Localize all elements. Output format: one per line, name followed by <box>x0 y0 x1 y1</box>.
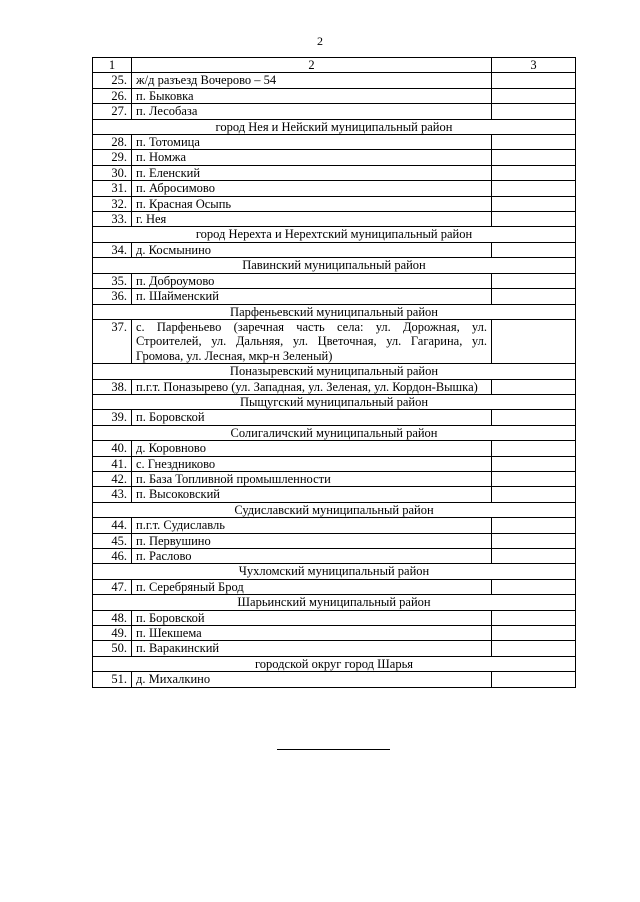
section-title: городской округ город Шарья <box>93 656 576 671</box>
table-row <box>93 88 576 103</box>
table-row <box>93 471 576 486</box>
section-row <box>93 502 576 517</box>
table-row <box>93 212 576 227</box>
table-row <box>93 533 576 548</box>
settlement-name: с. Парфеньево (заречная часть села: ул. Дорожная, ул. Строителей, ул. Дальняя, ул. Цветочная, ул. Гагарина, ул. Громова, ул. Лесная, мкр-н Зеленый) <box>132 319 492 363</box>
row-number: 33. <box>93 212 132 227</box>
table-row <box>93 672 576 687</box>
settlement-name: п. Боровской <box>132 610 492 625</box>
row-number: 39. <box>93 410 132 425</box>
settlement-name: п. Номжа <box>132 150 492 165</box>
section-row <box>93 364 576 379</box>
row-number: 25. <box>93 73 132 88</box>
settlement-name: п. Абросимово <box>132 181 492 196</box>
column-3-cell <box>492 181 576 196</box>
section-title: Павинский муниципальный район <box>93 258 576 273</box>
row-number: 27. <box>93 104 132 119</box>
settlement-name: д. Космынино <box>132 242 492 257</box>
settlement-name: п. Боровской <box>132 410 492 425</box>
settlement-name: п. Еленский <box>132 165 492 180</box>
settlement-name: г. Нея <box>132 212 492 227</box>
column-3-cell <box>492 487 576 502</box>
settlement-name: д. Михалкино <box>132 672 492 687</box>
table-row <box>93 165 576 180</box>
row-number: 29. <box>93 150 132 165</box>
row-number: 38. <box>93 379 132 394</box>
table-row <box>93 487 576 502</box>
row-number: 43. <box>93 487 132 502</box>
column-3-cell <box>492 73 576 88</box>
settlement-name: п. Раслово <box>132 549 492 564</box>
settlement-name: с. Гнездниково <box>132 456 492 471</box>
column-3-cell <box>492 150 576 165</box>
column-3-cell <box>492 165 576 180</box>
table-row <box>93 441 576 456</box>
table-row <box>93 289 576 304</box>
column-3-cell <box>492 471 576 486</box>
settlement-name: п. Серебряный Брод <box>132 579 492 594</box>
column-3-cell <box>492 441 576 456</box>
table-row <box>93 549 576 564</box>
table-row <box>93 518 576 533</box>
settlement-name: п. Шайменский <box>132 289 492 304</box>
row-number: 40. <box>93 441 132 456</box>
row-number: 35. <box>93 273 132 288</box>
row-number: 34. <box>93 242 132 257</box>
column-3-cell <box>492 610 576 625</box>
settlement-name: ж/д разъезд Вочерово – 54 <box>132 73 492 88</box>
section-row <box>93 227 576 242</box>
column-3-cell <box>492 379 576 394</box>
row-number: 49. <box>93 626 132 641</box>
section-row <box>93 119 576 134</box>
row-number: 28. <box>93 135 132 150</box>
settlement-name: п. Быковка <box>132 88 492 103</box>
column-3-cell <box>492 212 576 227</box>
settlement-name: п. Тотомица <box>132 135 492 150</box>
row-number: 47. <box>93 579 132 594</box>
row-number: 46. <box>93 549 132 564</box>
column-3-cell <box>492 549 576 564</box>
section-title: город Нея и Нейский муниципальный район <box>93 119 576 134</box>
table-row <box>93 196 576 211</box>
column-3-cell <box>492 196 576 211</box>
column-3-cell <box>492 456 576 471</box>
column-3-cell <box>492 273 576 288</box>
column-header: 2 <box>132 58 492 73</box>
column-3-cell <box>492 641 576 656</box>
settlement-name: п. База Топливной промышленности <box>132 471 492 486</box>
column-3-cell <box>492 104 576 119</box>
settlement-name: д. Коровново <box>132 441 492 456</box>
column-3-cell <box>492 533 576 548</box>
column-3-cell <box>492 626 576 641</box>
section-row <box>93 304 576 319</box>
settlement-name: п. Шекшема <box>132 626 492 641</box>
row-number: 51. <box>93 672 132 687</box>
section-title: Шарьинский муниципальный район <box>93 595 576 610</box>
section-title: Пыщугский муниципальный район <box>93 394 576 409</box>
row-number: 42. <box>93 471 132 486</box>
row-number: 31. <box>93 181 132 196</box>
table-row <box>93 641 576 656</box>
table-row <box>93 610 576 625</box>
signature-line <box>277 749 390 750</box>
section-row <box>93 656 576 671</box>
row-number: 45. <box>93 533 132 548</box>
section-row <box>93 394 576 409</box>
section-title: город Нерехта и Нерехтский муниципальный район <box>93 227 576 242</box>
column-3-cell <box>492 289 576 304</box>
column-3-cell <box>492 88 576 103</box>
row-number: 26. <box>93 88 132 103</box>
row-number: 41. <box>93 456 132 471</box>
settlement-name: п. Доброумово <box>132 273 492 288</box>
column-3-cell <box>492 579 576 594</box>
table-row <box>93 73 576 88</box>
table-row <box>93 579 576 594</box>
table-row <box>93 242 576 257</box>
table-row <box>93 273 576 288</box>
section-title: Судиславский муниципальный район <box>93 502 576 517</box>
section-title: Поназыревский муниципальный район <box>93 364 576 379</box>
column-3-cell <box>492 672 576 687</box>
row-number: 36. <box>93 289 132 304</box>
row-number: 37. <box>93 319 132 363</box>
column-3-cell <box>492 135 576 150</box>
table-row <box>93 150 576 165</box>
section-row <box>93 595 576 610</box>
settlement-name: п. Варакинский <box>132 641 492 656</box>
section-row <box>93 258 576 273</box>
column-3-cell <box>492 410 576 425</box>
settlement-name: п. Красная Осыпь <box>132 196 492 211</box>
table-row <box>93 456 576 471</box>
table-body <box>93 73 576 687</box>
table-row <box>93 135 576 150</box>
column-3-cell <box>492 242 576 257</box>
settlement-name: п.г.т. Судиславль <box>132 518 492 533</box>
section-title: Чухломский муниципальный район <box>93 564 576 579</box>
column-3-cell <box>492 518 576 533</box>
settlement-name: п.г.т. Поназырево (ул. Западная, ул. Зеленая, ул. Кордон-Вышка) <box>132 379 492 394</box>
column-header: 3 <box>492 58 576 73</box>
row-number: 30. <box>93 165 132 180</box>
table-row <box>93 319 576 363</box>
page-number: 2 <box>317 34 323 48</box>
row-number: 44. <box>93 518 132 533</box>
table-row <box>93 104 576 119</box>
settlement-name: п. Лесобаза <box>132 104 492 119</box>
section-row <box>93 425 576 440</box>
settlement-name: п. Первушино <box>132 533 492 548</box>
row-number: 48. <box>93 610 132 625</box>
section-title: Парфеньевский муниципальный район <box>93 304 576 319</box>
table-row <box>93 181 576 196</box>
row-number: 50. <box>93 641 132 656</box>
column-header: 1 <box>93 58 132 73</box>
settlements-table <box>92 57 576 688</box>
row-number: 32. <box>93 196 132 211</box>
table-row <box>93 410 576 425</box>
section-row <box>93 564 576 579</box>
column-3-cell <box>492 319 576 363</box>
settlement-name: п. Высоковский <box>132 487 492 502</box>
section-title: Солигаличский муниципальный район <box>93 425 576 440</box>
table-header-row <box>93 58 576 73</box>
table-row <box>93 626 576 641</box>
table-row <box>93 379 576 394</box>
